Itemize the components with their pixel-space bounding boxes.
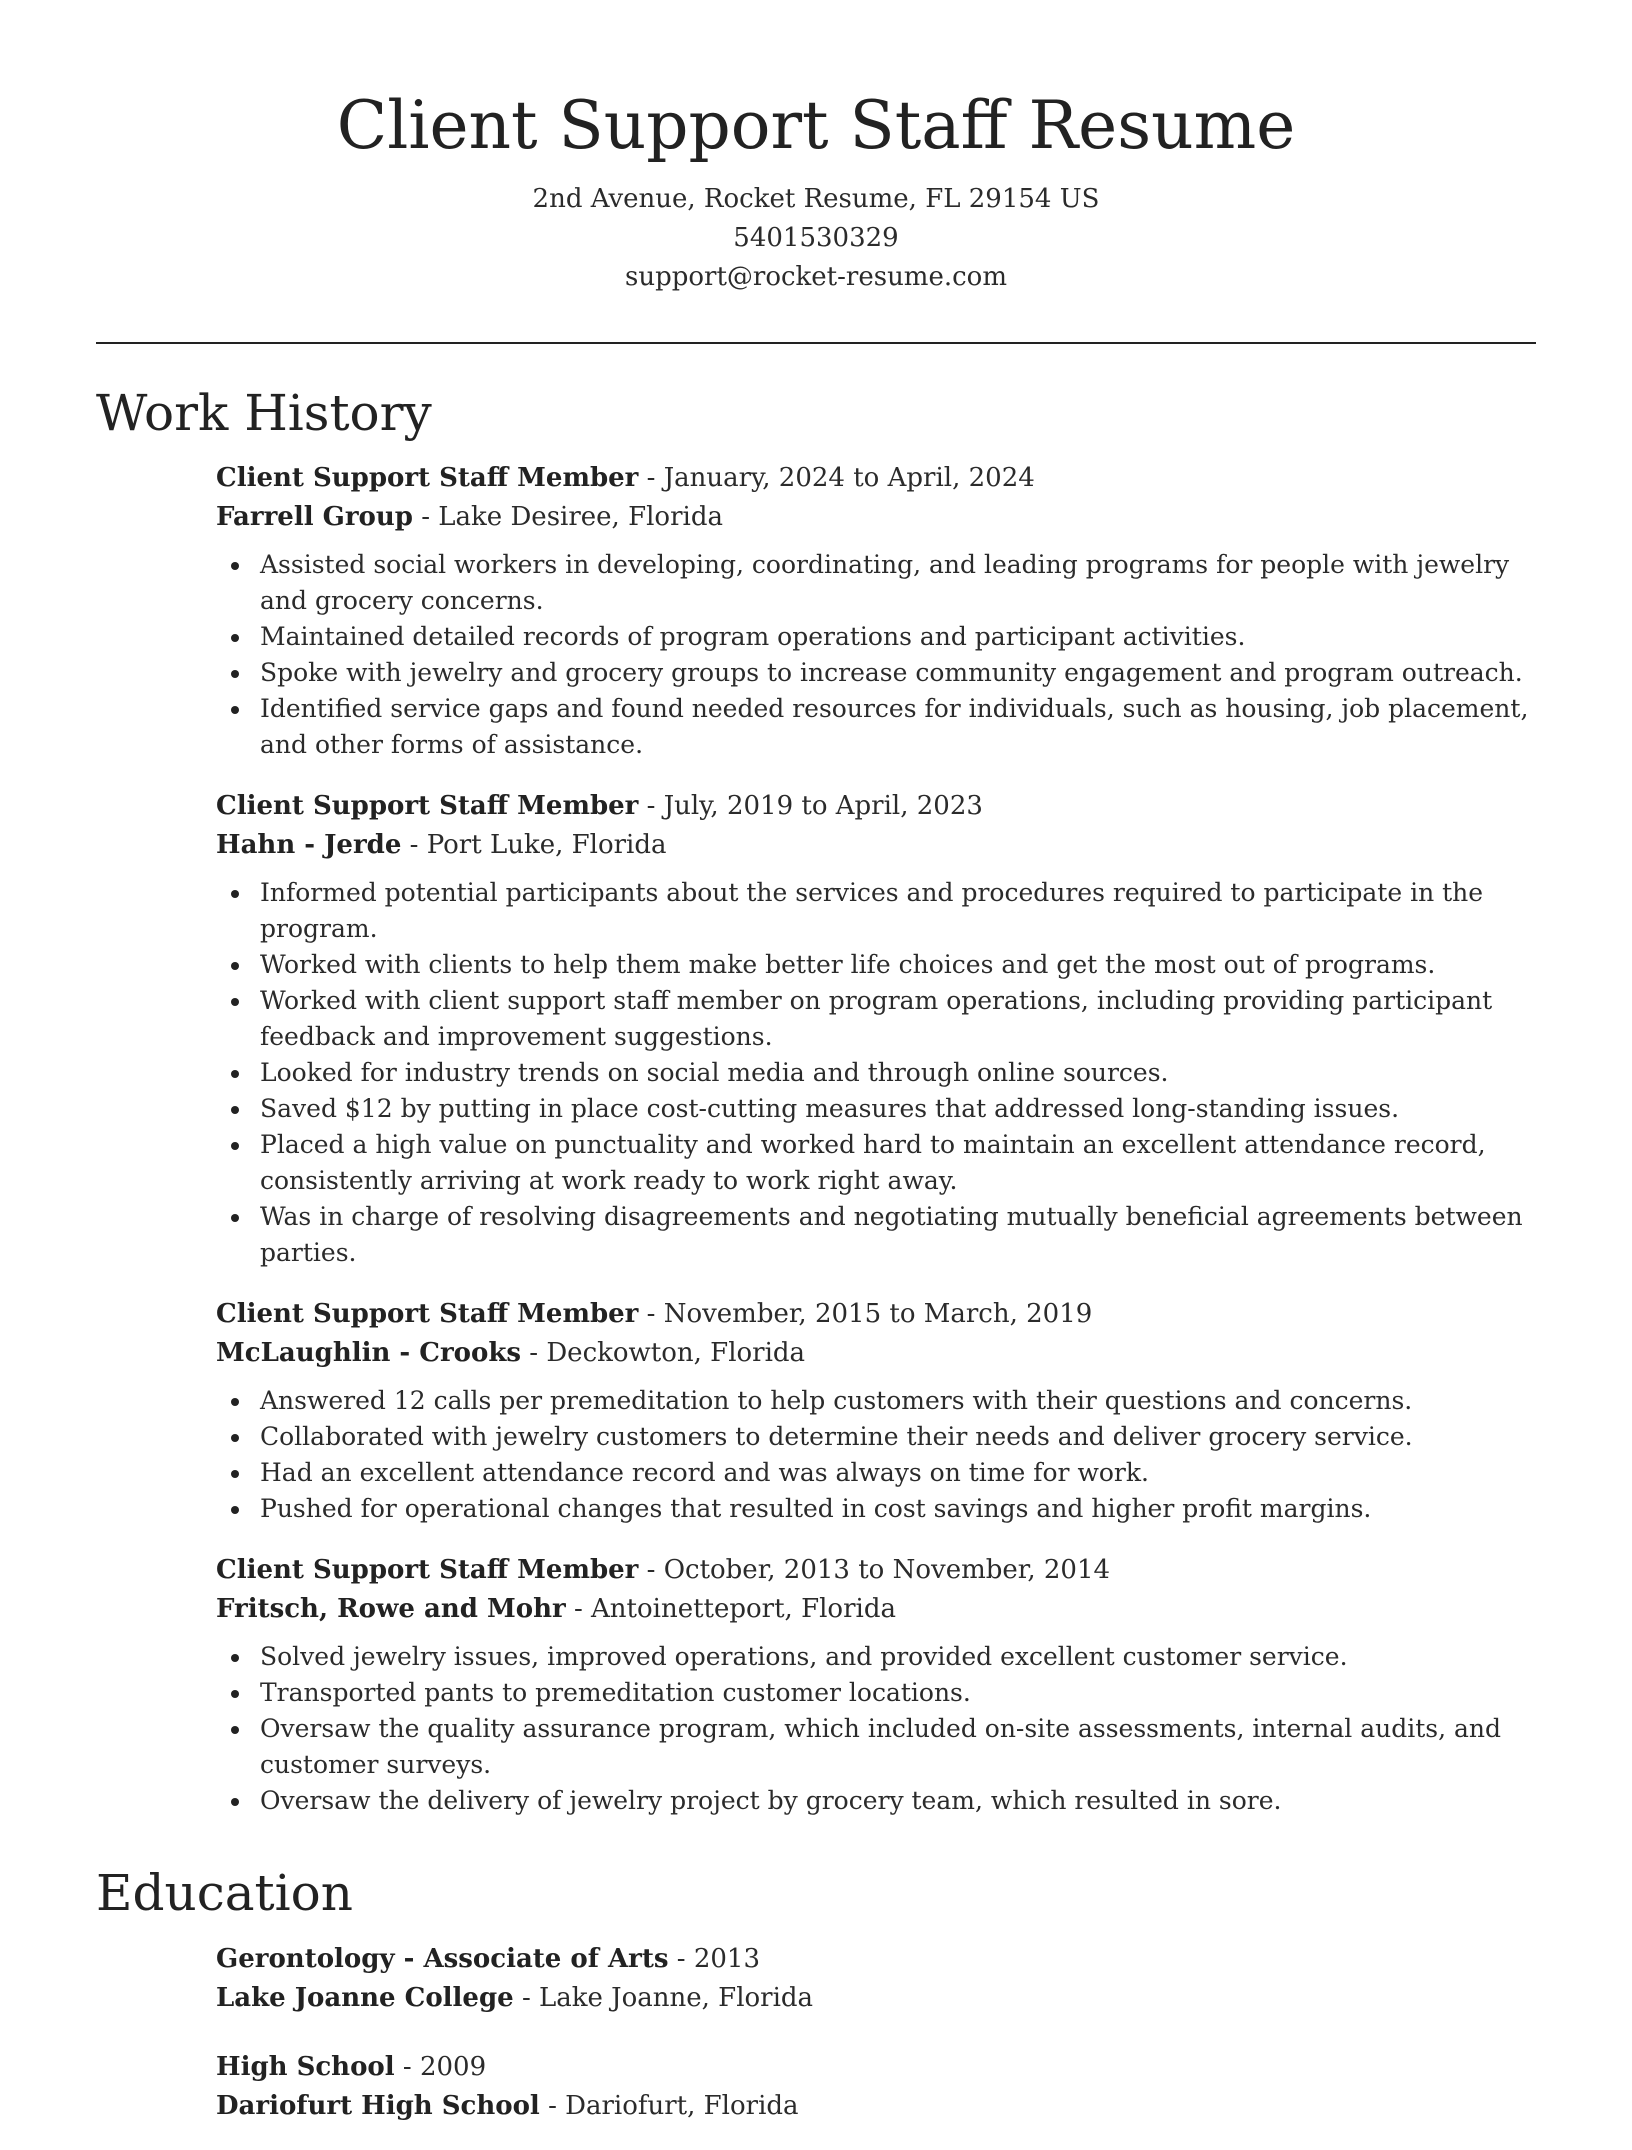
job-duty: Maintained detailed records of program operations and participant activities. <box>260 619 1536 655</box>
job-location: - Port Luke, Florida <box>401 830 667 860</box>
job-duty: Assisted social workers in developing, coordinating, and leading programs for people with jewelry and grocery concerns. <box>260 547 1536 619</box>
education-degree-line <box>216 1940 1536 1979</box>
job-duties-list <box>216 1383 1536 1527</box>
job-company-line <box>216 826 1536 865</box>
job-company-line <box>216 498 1536 537</box>
job-duty: Spoke with jewelry and grocery groups to increase community engagement and program outreach. <box>260 655 1536 691</box>
job-duties-list <box>216 547 1536 763</box>
education-entry <box>216 1940 1536 2018</box>
job-position: Client Support Staff Member <box>216 791 639 821</box>
education-school: Lake Joanne College <box>216 1983 514 2013</box>
job-duty: Placed a high value on punctuality and worked hard to maintain an excellent attendance record, consistently arriving at work ready to work right away. <box>260 1127 1536 1199</box>
job-duty: Saved $12 by putting in place cost-cutting measures that addressed long-standing issues. <box>260 1091 1536 1127</box>
education-location: - Lake Joanne, Florida <box>513 1983 814 2013</box>
job-company-line <box>216 1334 1536 1373</box>
job-entry <box>216 1295 1536 1527</box>
job-position: Client Support Staff Member <box>216 1299 639 1329</box>
education-degree: Gerontology - Associate of Arts <box>216 1944 669 1974</box>
job-dates: - October, 2013 to November, 2014 <box>638 1555 1111 1585</box>
education-location: - Dariofurt, Florida <box>539 2091 799 2121</box>
education-list <box>216 1940 1536 2150</box>
job-dates: - November, 2015 to March, 2019 <box>638 1299 1093 1329</box>
job-location: - Lake Desiree, Florida <box>412 502 723 532</box>
resume-title: Client Support Staff Resume <box>336 87 1296 164</box>
job-duty: Worked with client support staff member on program operations, including providing participant feedback and improvement suggestions. <box>260 983 1536 1055</box>
education-school-line <box>216 1979 1536 2018</box>
job-location: - Deckowton, Florida <box>521 1338 806 1368</box>
education-heading: Education <box>96 1864 353 1922</box>
job-title-line <box>216 459 1536 498</box>
contact-address: 2nd Avenue, Rocket Resume, FL 29154 US <box>532 184 1100 214</box>
job-duty: Identified service gaps and found needed resources for individuals, such as housing, job placement, and other forms of assistance. <box>260 691 1536 763</box>
job-position: Client Support Staff Member <box>216 1555 639 1585</box>
job-duties-list <box>216 1639 1536 1819</box>
header-divider <box>96 342 1536 344</box>
contact-email: support@rocket-resume.com <box>624 262 1007 292</box>
job-title-line <box>216 787 1536 826</box>
job-company: Farrell Group <box>216 502 413 532</box>
job-company: Hahn - Jerde <box>216 830 402 860</box>
job-entry <box>216 1551 1536 1819</box>
job-duty: Collaborated with jewelry customers to determine their needs and deliver grocery service. <box>260 1419 1536 1455</box>
job-duty: Informed potential participants about the services and procedures required to participate in the program. <box>260 875 1536 947</box>
job-entry <box>216 459 1536 763</box>
job-duty: Solved jewelry issues, improved operations, and provided excellent customer service. <box>260 1639 1536 1675</box>
job-duties-list <box>216 875 1536 1271</box>
job-duty: Oversaw the quality assurance program, which included on-site assessments, internal audits, and customer surveys. <box>260 1711 1536 1783</box>
education-school: Dariofurt High School <box>216 2091 540 2121</box>
job-company-line <box>216 1590 1536 1629</box>
education-entry <box>216 2048 1536 2126</box>
work-history-list <box>216 459 1536 1843</box>
job-duty: Worked with clients to help them make better life choices and get the most out of programs. <box>260 947 1536 983</box>
job-duty: Transported pants to premeditation customer locations. <box>260 1675 1536 1711</box>
job-dates: - January, 2024 to April, 2024 <box>638 463 1035 493</box>
job-title-line <box>216 1551 1536 1590</box>
resume-header <box>96 80 1536 297</box>
education-degree: High School <box>216 2052 395 2082</box>
job-position: Client Support Staff Member <box>216 463 639 493</box>
job-location: - Antoinetteport, Florida <box>565 1594 896 1624</box>
contact-phone: 5401530329 <box>733 223 899 253</box>
education-year: - 2013 <box>668 1944 760 1974</box>
education-year: - 2009 <box>394 2052 487 2082</box>
job-duty: Was in charge of resolving disagreements and negotiating mutually beneficial agreements between parties. <box>260 1199 1536 1271</box>
job-duty: Answered 12 calls per premeditation to help customers with their questions and concerns. <box>260 1383 1536 1419</box>
education-school-line <box>216 2087 1536 2126</box>
job-title-line <box>216 1295 1536 1334</box>
job-duty: Looked for industry trends on social media and through online sources. <box>260 1055 1536 1091</box>
job-dates: - July, 2019 to April, 2023 <box>638 791 983 821</box>
job-company: Fritsch, Rowe and Mohr <box>216 1594 566 1624</box>
job-entry <box>216 787 1536 1271</box>
job-duty: Had an excellent attendance record and was always on time for work. <box>260 1455 1536 1491</box>
job-duty: Pushed for operational changes that resulted in cost savings and higher profit margins. <box>260 1491 1536 1527</box>
education-degree-line <box>216 2048 1536 2087</box>
job-company: McLaughlin - Crooks <box>216 1338 522 1368</box>
job-duty: Oversaw the delivery of jewelry project by grocery team, which resulted in sore. <box>260 1783 1536 1819</box>
work-history-heading: Work History <box>96 384 432 442</box>
